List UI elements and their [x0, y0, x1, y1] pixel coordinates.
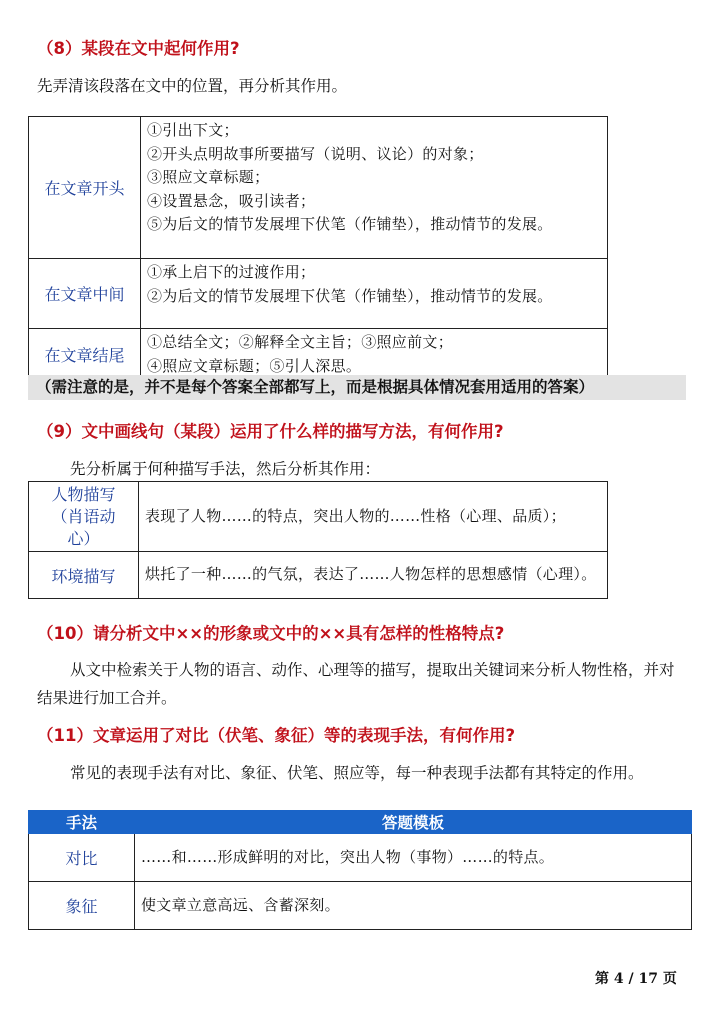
q11-heading: （11）文章运用了对比（伏笔、象征）等的表现手法，有何作用? — [37, 726, 516, 745]
q8-intro: 先弄清该段落在文中的位置，再分析其作用。 — [37, 77, 348, 95]
column-header: 答题模板 — [135, 811, 692, 834]
list-item: ⑤为后文的情节发展埋下伏笔（作铺垫），推动情节的发展。 — [147, 215, 553, 233]
q9-intro: 先分析属于何种描写手法，然后分析其作用： — [70, 460, 381, 478]
row-label-opening: 在文章开头 — [29, 117, 141, 259]
row-label-character: 人物描写（肖语动心） — [29, 482, 139, 552]
q10-heading: （10）请分析文中××的形象或文中的××具有怎样的性格特点? — [37, 624, 505, 643]
table-row — [29, 117, 608, 259]
row-label-middle: 在文章中间 — [29, 259, 141, 329]
table-row — [29, 329, 608, 381]
row-content-middle — [141, 259, 608, 329]
table-row — [29, 834, 692, 882]
row-content-environment: 烘托了一种……的气氛，表达了……人物怎样的思想感情（心理）。 — [139, 552, 608, 599]
list-item: ④设置悬念，吸引读者； — [147, 191, 316, 210]
table-row — [29, 259, 608, 329]
list-item: ②为后文的情节发展埋下伏笔（作铺垫），推动情节的发展。 — [147, 286, 553, 305]
table-header-row — [29, 811, 692, 834]
list-item: ③照应文章标题； — [147, 168, 270, 186]
method-cell: 对比 — [29, 834, 135, 882]
list-item: ①引出下文； — [147, 121, 239, 139]
row-content-ending — [141, 329, 608, 381]
page-number: 第 4 / 17 页 — [595, 971, 677, 987]
q10-body: 从文中检索关于人物的语言、动作、心理等的描写，提取出关键词来分析人物性格，并对结果进行加工合并。 — [37, 661, 675, 707]
method-cell: 象征 — [29, 882, 135, 930]
column-header: 手法 — [29, 811, 135, 834]
row-label-environment: 环境描写 — [29, 552, 139, 599]
template-cell: ……和……形成鲜明的对比，突出人物（事物）……的特点。 — [135, 834, 692, 882]
template-cell: 使文章立意高远、含蓄深刻。 — [135, 882, 692, 930]
q11-body: 常见的表现手法有对比、象征、伏笔、照应等，每一种表现手法都有其特定的作用。 — [70, 764, 644, 782]
q11-table — [28, 810, 692, 930]
row-label-ending: 在文章结尾 — [29, 329, 141, 381]
table-row — [29, 482, 608, 552]
list-item: ①总结全文；②解释全文主旨；③照应前文； — [147, 333, 454, 351]
list-item: ②开头点明故事所要描写（说明、议论）的对象； — [147, 144, 484, 163]
q8-heading: （8）某段在文中起何作用? — [37, 39, 240, 58]
q9-heading: （9）文中画线句（某段）运用了什么样的描写方法，有何作用? — [37, 422, 504, 441]
q8-table — [28, 116, 608, 381]
table-row — [29, 552, 608, 599]
row-content-opening — [141, 117, 608, 259]
q8-note: （需注意的是，并不是每个答案全部都写上，而是根据具体情况套用适用的答案） — [28, 375, 686, 400]
q9-table — [28, 481, 608, 599]
table-row — [29, 882, 692, 930]
row-content-character: 表现了人物……的特点，突出人物的……性格（心理、品质）； — [139, 482, 608, 552]
list-item: ④照应文章标题；⑤引人深思。 — [147, 356, 362, 375]
list-item: ①承上启下的过渡作用； — [147, 263, 316, 281]
